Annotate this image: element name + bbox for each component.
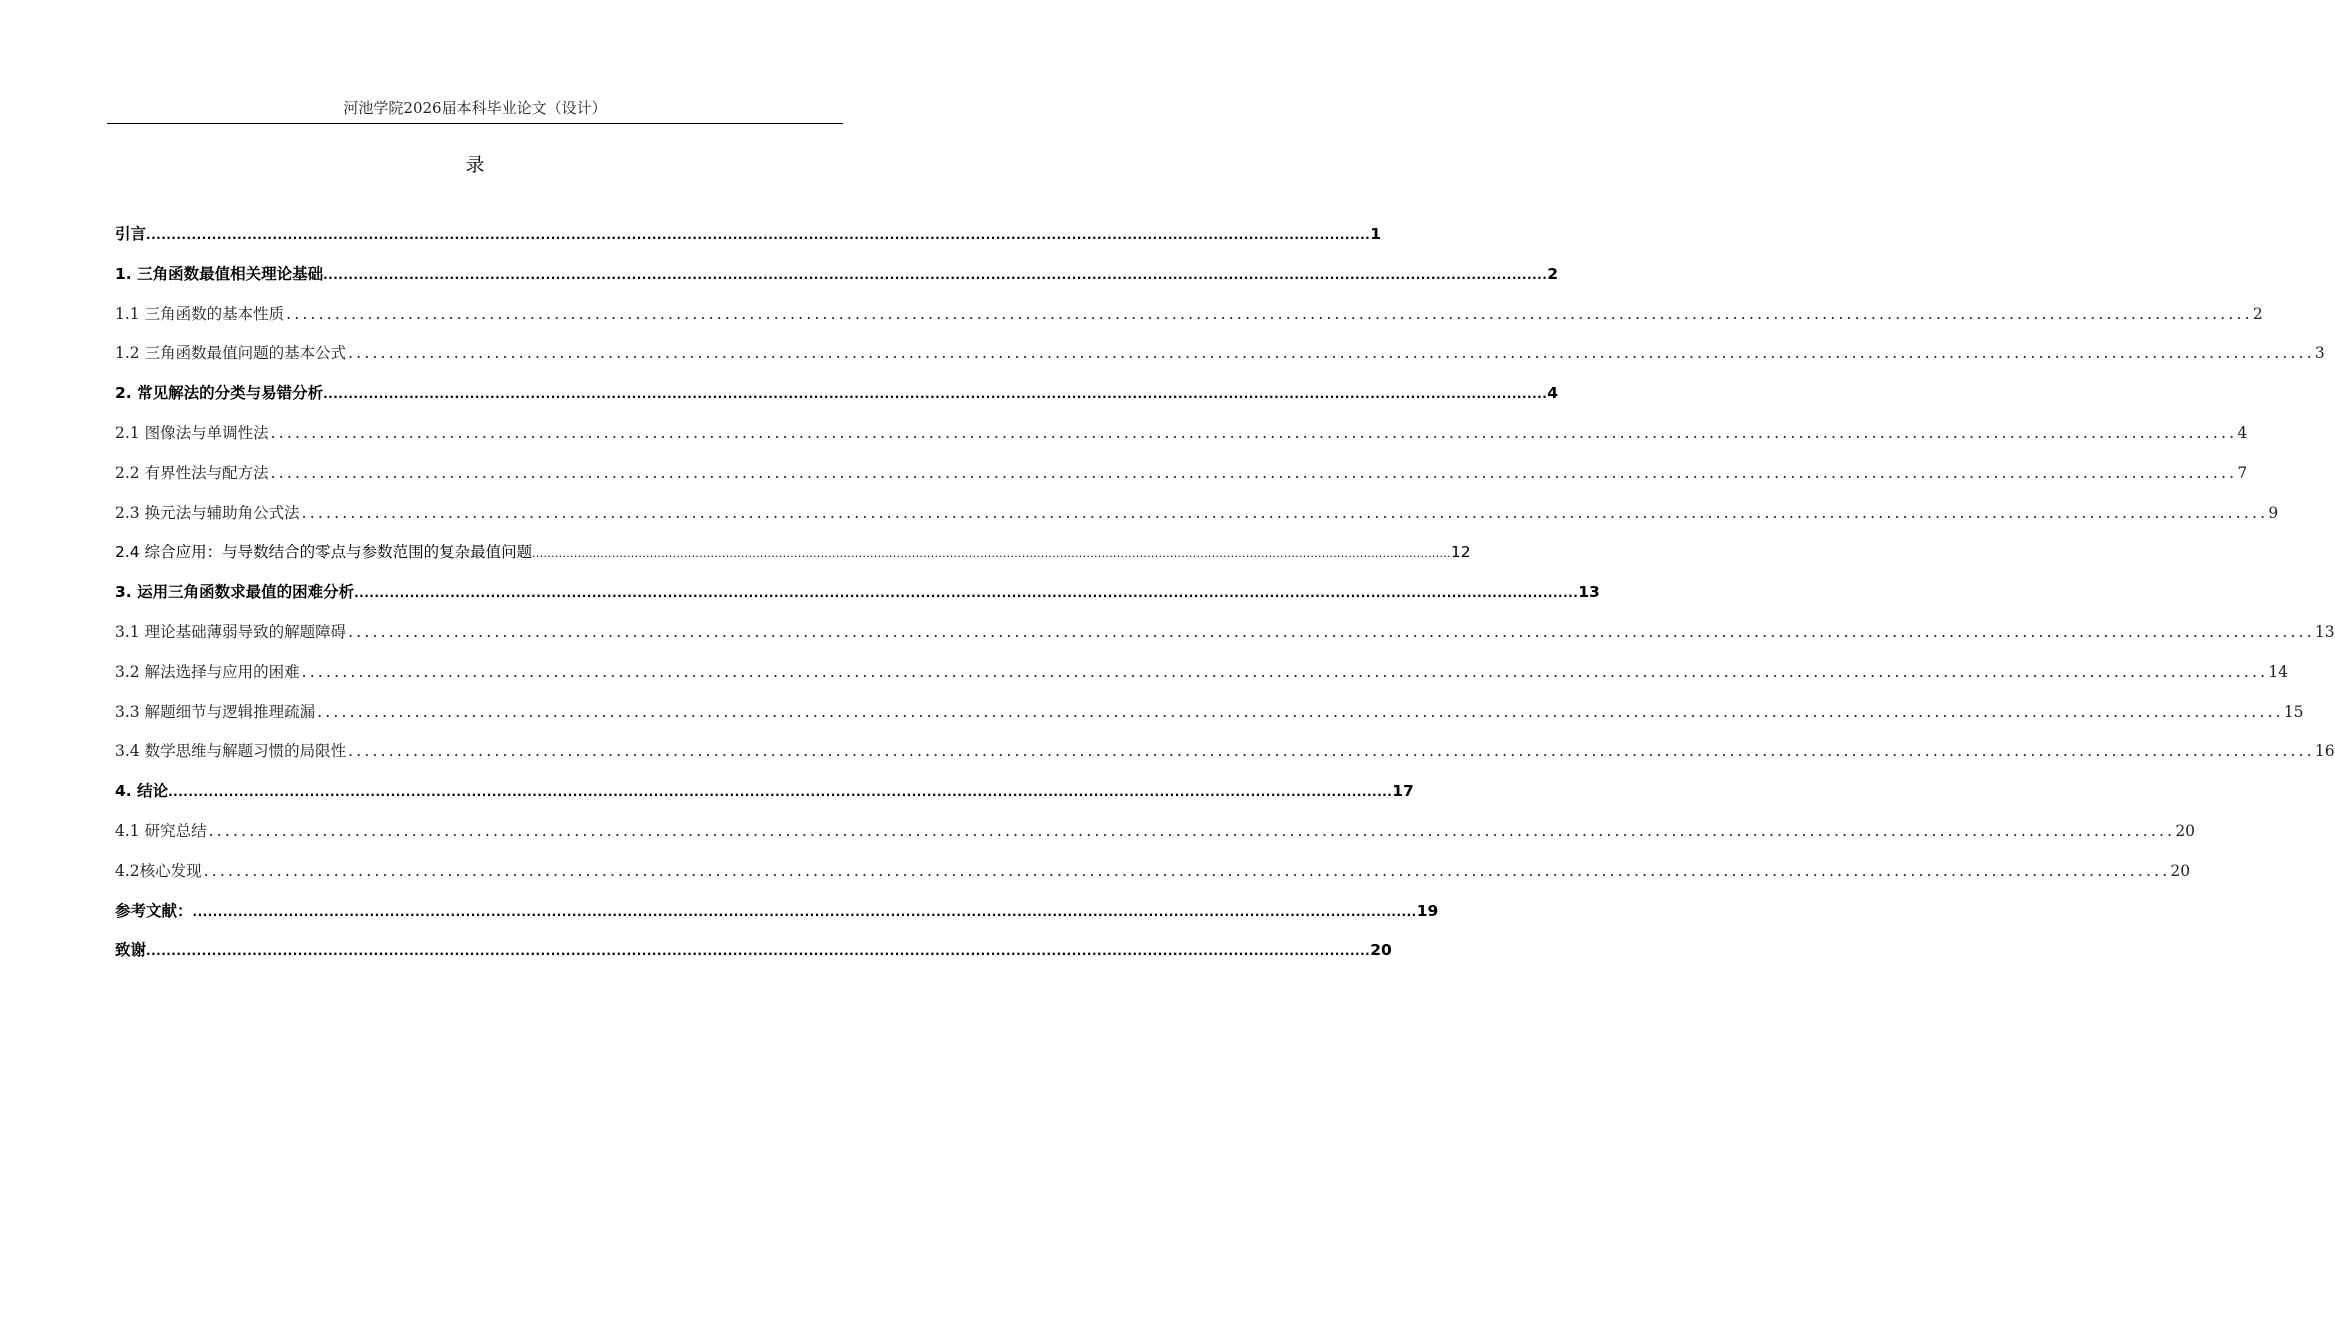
- toc-entry-chapter-3[interactable]: [115, 580, 1600, 620]
- toc-leader: ..................................................................................................................................................................................................................................................: [146, 944, 1371, 959]
- toc-entry-chapter-4[interactable]: [115, 779, 1414, 819]
- toc-entry-label: 1.1 三角函数的基本性质: [115, 304, 285, 323]
- toc-entry-3-2[interactable]: [115, 660, 2289, 700]
- toc-entry-page: 3: [2314, 344, 2325, 363]
- toc-leader: ..................................................................................................................................................................................................................................................: [354, 586, 1579, 601]
- toc-entry-chapter-2[interactable]: [115, 381, 1559, 421]
- toc-entry-label: 3.2 解法选择与应用的困难: [115, 662, 300, 681]
- toc-entry-label: 3. 运用三角函数求最值的困难分析: [115, 583, 355, 602]
- toc-entry-page: 15: [2283, 702, 2304, 721]
- toc-entry-3-1[interactable]: [115, 620, 2335, 660]
- toc-entry-label: 3.1 理论基础薄弱导致的解题障碍: [115, 622, 347, 641]
- toc-entry-page: 14: [2268, 662, 2289, 681]
- toc-entry-2-2[interactable]: [115, 461, 2248, 501]
- toc-entry-label: 参考文献：: [115, 901, 193, 920]
- toc-leader: ..................................................................................................................................................................................................................................................: [348, 622, 2315, 641]
- toc-entry-label: 1. 三角函数最值相关理论基础: [115, 264, 324, 283]
- page-header: [107, 97, 843, 124]
- toc-entry-4-1[interactable]: [115, 819, 2196, 859]
- toc-entry-label: 2.1 图像法与单调性法: [115, 423, 269, 442]
- toc-leader: ..................................................................................................................................................................................................................................................: [317, 702, 2284, 721]
- toc-entry-page: 12: [1450, 543, 1471, 562]
- toc-entry-page: 1: [1370, 225, 1381, 243]
- toc-entry-intro[interactable]: [115, 222, 1381, 262]
- toc-entry-label: 2.4 综合应用：与导数结合的零点与参数范围的复杂最值问题: [115, 543, 533, 562]
- toc-leader: ..................................................................................................................................................................................................................................................: [146, 228, 1371, 242]
- toc-leader: ..................................................................................................................................................................................................................................................: [192, 904, 1417, 919]
- toc-entry-label: 2. 常见解法的分类与易错分析: [115, 384, 324, 403]
- toc-entry-1-1[interactable]: [115, 302, 2263, 342]
- toc-entry-label: 4.1 研究总结: [115, 821, 207, 840]
- toc-entry-page: 9: [2268, 503, 2279, 522]
- toc-leader: ..................................................................................................................................................................................................................................................: [270, 423, 2238, 442]
- toc-entry-2-1[interactable]: [115, 421, 2248, 461]
- toc-entry-page: 13: [1578, 583, 1600, 602]
- toc-entry-references[interactable]: [115, 899, 1439, 939]
- toc-leader: ..................................................................................................................................................................................................................................................: [323, 267, 1548, 282]
- toc-entry-page: 2: [2252, 304, 2263, 323]
- toc-entry-3-3[interactable]: [115, 700, 2304, 740]
- toc-leader: ..................................................................................................................................................................................................................................................: [286, 304, 2253, 323]
- toc-entry-page: 13: [2314, 622, 2335, 641]
- toc-entry-label: 2.2 有界性法与配方法: [115, 463, 269, 482]
- toc-entry-label: 2.3 换元法与辅助角公式法: [115, 503, 300, 522]
- toc-entry-3-4[interactable]: [115, 739, 2335, 779]
- toc-entry-page: 20: [1370, 941, 1392, 960]
- toc-entry-page: 19: [1416, 901, 1439, 920]
- toc-leader: ..................................................................................................................................................................................................................................................: [203, 861, 2171, 880]
- toc-leader: ..................................................................................................................................................................................................................................................: [348, 742, 2315, 761]
- toc-leader: ..................................................................................................................................................................................................................................................: [270, 463, 2238, 482]
- toc-leader: ..................................................................................................................................................................................................................................................: [301, 662, 2269, 681]
- toc-entry-2-4[interactable]: [115, 540, 1471, 580]
- toc-entry-label: 3.4 数学思维与解题习惯的局限性: [115, 742, 347, 761]
- toc-leader: ..................................................................................................................................................................................................................................................: [208, 821, 2176, 840]
- toc-leader: ..................................................................................................................................................................................................................................................: [323, 387, 1548, 402]
- toc-leader: ..................................................................................................................................................................................................................................................: [532, 547, 1451, 561]
- toc-entry-label: 3.3 解题细节与逻辑推理疏漏: [115, 702, 316, 721]
- toc-entry-page: 20: [2170, 861, 2191, 880]
- toc-entry-label: 4. 结论: [115, 782, 169, 801]
- toc-entry-2-3[interactable]: [115, 501, 2279, 541]
- toc-entry-4-2[interactable]: [115, 859, 2191, 899]
- toc-entry-page: 17: [1392, 782, 1414, 801]
- table-of-contents: [115, 222, 2335, 978]
- toc-entry-page: 20: [2175, 821, 2196, 840]
- header-title: 河池学院2026届本科毕业论文（设计）: [343, 99, 607, 117]
- toc-entry-label: 致谢: [115, 941, 147, 960]
- toc-entry-1-2[interactable]: [115, 341, 2325, 381]
- toc-entry-label: 引言: [115, 225, 147, 243]
- toc-leader: ..................................................................................................................................................................................................................................................: [348, 344, 2315, 363]
- toc-entry-chapter-1[interactable]: [115, 262, 1559, 302]
- toc-entry-label: 1.2 三角函数最值问题的基本公式: [115, 344, 347, 363]
- toc-entry-page: 2: [1547, 264, 1559, 283]
- toc-entry-page: 7: [2237, 463, 2248, 482]
- toc-entry-page: 4: [2237, 423, 2248, 442]
- toc-entry-page: 16: [2314, 742, 2335, 761]
- toc-entry-acknowledgements[interactable]: [115, 938, 1392, 978]
- toc-entry-page: 4: [1547, 384, 1559, 403]
- toc-leader: ..................................................................................................................................................................................................................................................: [301, 503, 2269, 522]
- toc-leader: ..................................................................................................................................................................................................................................................: [168, 785, 1393, 800]
- toc-entry-label: 4.2核心发现: [115, 861, 202, 880]
- toc-title: 录: [465, 154, 485, 176]
